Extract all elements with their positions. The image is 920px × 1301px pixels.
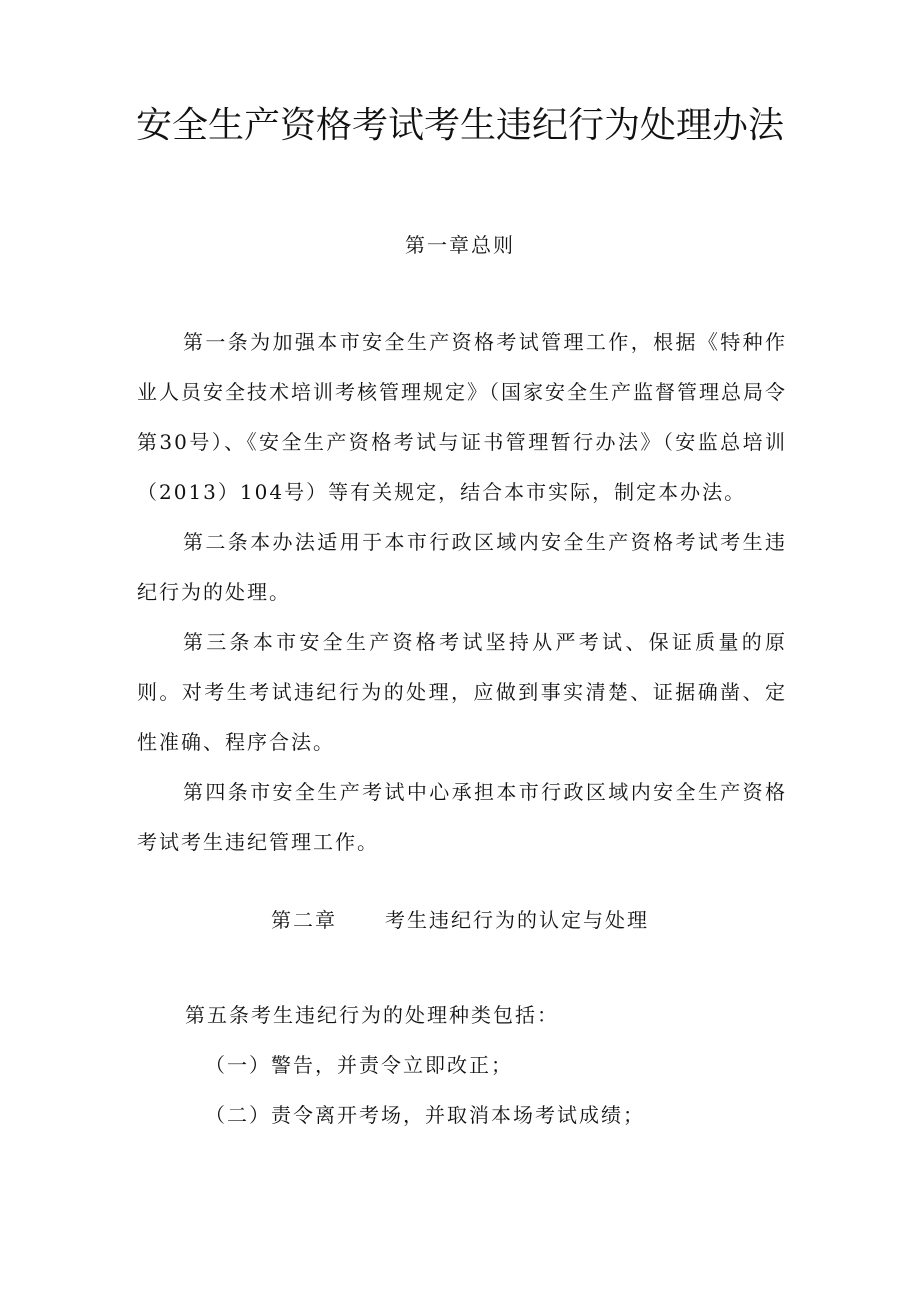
chapter-2-label: 第二章 (271, 908, 337, 932)
chapter-2-title: 考生违纪行为的认定与处理 (385, 908, 649, 932)
article-2: 第二条本办法适用于本市行政区域内安全生产资格考试考生违纪行为的处理。 (137, 530, 787, 604)
chapter-2-heading (0, 906, 920, 934)
article-5: 第五条考生违纪行为的处理种类包括： (185, 1003, 559, 1027)
article-5-item-2: （二）责令离开考场，并取消本场考试成绩； (205, 1103, 645, 1127)
article-5-item-1: （一）警告，并责令立即改正； (205, 1053, 513, 1077)
article-1: 第一条为加强本市安全生产资格考试管理工作，根据《特种作业人员安全技术培训考核管理规定》（国家安全生产监督管理总局令第30号）、《安全生产资格考试与证书管理暂行办法》（安监总培训（2013）104号）等有关规定，结合本市实际，制定本办法。 (137, 330, 787, 504)
chapter-1-heading: 第一章总则 (405, 233, 515, 257)
document-title: 安全生产资格考试考生违纪行为处理办法 (135, 105, 784, 146)
article-4: 第四条市安全生产考试中心承担本市行政区域内安全生产资格考试考生违纪管理工作。 (137, 780, 787, 854)
article-3: 第三条本市安全生产资格考试坚持从严考试、保证质量的原则。对考生考试违纪行为的处理，应做到事实清楚、证据确凿、定性准确、程序合法。 (137, 630, 787, 754)
